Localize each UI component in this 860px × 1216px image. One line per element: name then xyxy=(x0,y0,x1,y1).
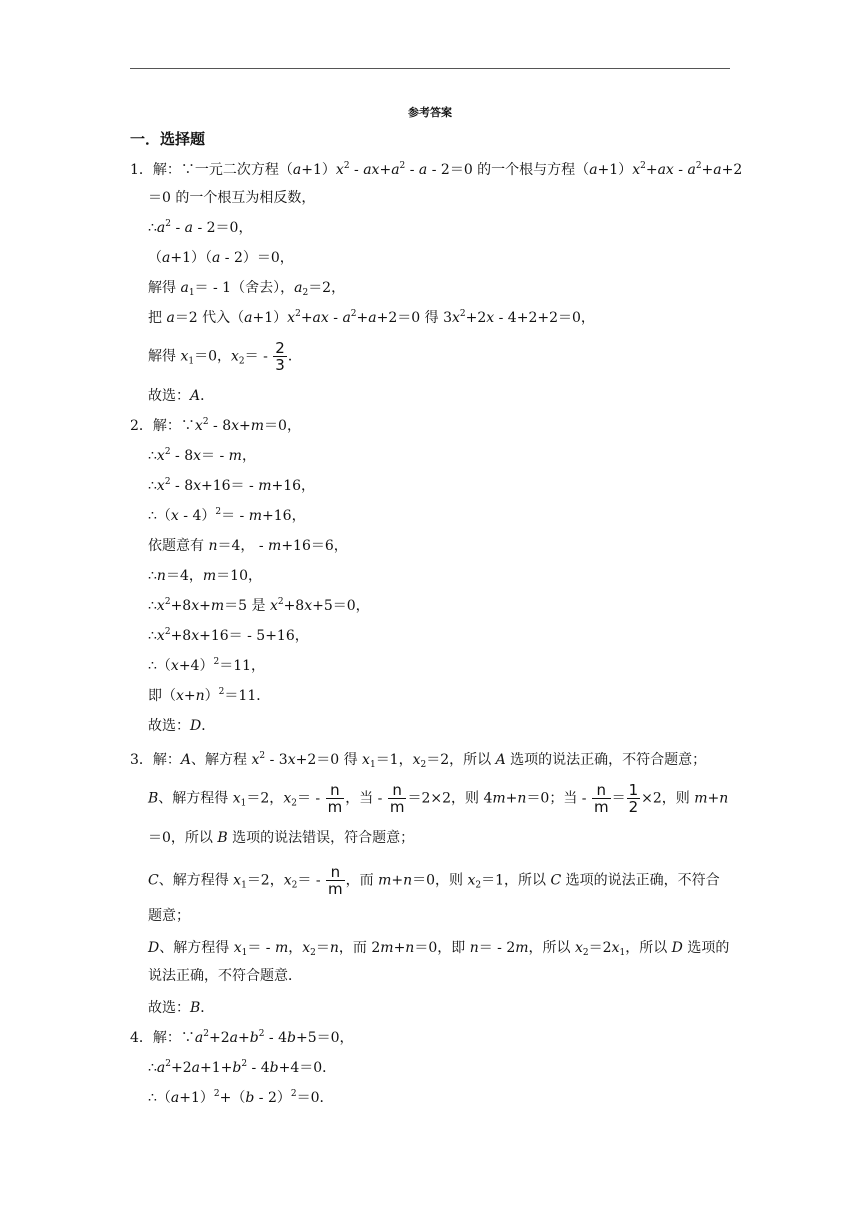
q2-line-11: 故选：D． xyxy=(148,718,216,734)
fraction: $\frac{n}{m}$ xyxy=(389,781,405,816)
q1-line-3: $\therefore a^2 - a - 2=0$， xyxy=(148,219,253,236)
q2-line-7: $\therefore x^2+8x+m=5$ 是 $x^2+8x+5=0$， xyxy=(148,597,370,614)
q1-line-5: 解得 $a_1= - 1$（舍去），$a_2=2$， xyxy=(148,280,346,298)
q2-line-2: $\therefore x^2 - 8x= - m$， xyxy=(148,447,256,464)
q3-line-8: 故选：B． xyxy=(148,1000,215,1016)
q1-line-1: 1．解：∵一元二次方程$(a+1)x^2 - ax+a^2 - a - 2=0$ 的一个根与方程$(a+1)x^2+ax - a^2+a+2$ xyxy=(130,161,743,178)
q3-line-1: 3．解：A、解方程 $x^2 - 3x+2=0$ 得 $x_1=1$，$x_2=2$，所以 A 选项的说法正确，不符合题意； xyxy=(130,751,707,770)
q3-line-3: ＝0，所以 B 选项的说法错误，符合题意； xyxy=(148,830,415,846)
q2-line-9: $\therefore(x+4)^2=11$， xyxy=(148,657,266,674)
q2-line-10: 即$(x+n)^2=11$． xyxy=(148,687,271,704)
q1-line-7: 解得 $x_1=0$，$x_2=$ - $\frac{2}{3}$ ． xyxy=(148,339,302,374)
section-heading: 一．选择题 xyxy=(130,130,206,148)
q4-line-1: 4．解：$\because a^2+2a+b^2 - 4b+5=0$， xyxy=(130,1029,354,1046)
fraction: $\frac{1}{2}$ xyxy=(628,781,639,816)
q1-line-2: ＝0 的一个根互为相反数， xyxy=(148,190,316,206)
q3-line-4: C、解方程得 $x_1=2$，$x_2=$ - $\frac{n}{m}$ ，而 m+n＝0，则 $x_2=1$，所以 C 选项的说法正确，不符合 xyxy=(148,863,720,898)
q3-line-2: B、解方程得 $x_1=2$，$x_2=$ - $\frac{n}{m}$ ，当 - $\frac{n}{m}$ ＝2×2，则 4m+n＝0；当 - $\frac{n}{m}$ ＝ $\frac{1}{2}$ ×2，则 m+n xyxy=(148,781,729,816)
q2-line-6: ∴n＝4，m＝10， xyxy=(148,568,262,584)
page-title: 参考答案 xyxy=(408,106,452,119)
q1-line-8: 故选：A． xyxy=(148,388,215,404)
q2-line-8: $\therefore x^2+8x+16= - 5+16$， xyxy=(148,627,309,644)
q2-line-4: ∴（x - 4）$^2$＝ - m+16， xyxy=(148,507,306,524)
q3-line-7: 说法正确，不符合题意． xyxy=(148,968,302,984)
q4-line-2: $\therefore a^2+2a+1+b^2 - 4b+4=0$． xyxy=(148,1059,337,1076)
q2-line-5: 依题意有 n＝4， - m+16＝6， xyxy=(148,538,348,554)
fraction: $\frac{n}{m}$ xyxy=(328,863,343,898)
fraction: $\frac{2}{3}$ xyxy=(275,339,285,374)
q4-line-3: $\therefore(a+1)^2+(b - 2)^2=0$． xyxy=(148,1089,334,1106)
fraction: $\frac{n}{m}$ xyxy=(327,781,343,816)
q3-line-6: D、解方程得 $x_1= - m$，$x_2=n$，而 2m+n＝0，即 n＝ - 2m，所以 $x_2=2x_1$，所以 D 选项的 xyxy=(148,940,730,958)
q1-line-6: 把 a＝2 代入$(a+1)x^2+ax - a^2+a+2=0$ 得 $3x^2+2x - 4+2+2=0$， xyxy=(148,309,595,326)
header-rule xyxy=(130,68,730,69)
q3-line-5: 题意； xyxy=(148,908,190,924)
q2-line-1: 2．解：$\because x^2 - 8x+m=0$， xyxy=(130,417,301,434)
q2-line-3: $\therefore x^2 - 8x+16= - m+16$， xyxy=(148,477,316,494)
fraction: $\frac{n}{m}$ xyxy=(593,781,609,816)
q1-line-4: （a+1）（a - 2）＝0， xyxy=(148,250,294,266)
